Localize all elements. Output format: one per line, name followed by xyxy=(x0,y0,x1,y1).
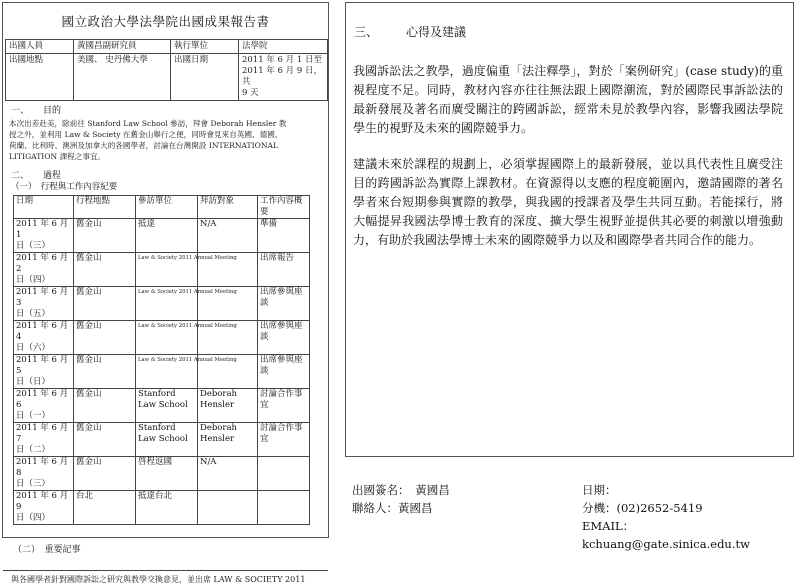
info-table xyxy=(5,39,328,101)
cell-unit-line: 抵達台北 xyxy=(138,491,173,501)
section-2-number: 二、 xyxy=(11,171,30,181)
section-1-number: 一、 xyxy=(11,106,30,116)
cell-date-line: 日（一） xyxy=(16,411,51,421)
cell-target-line: N/A xyxy=(200,219,217,229)
cell-unit xyxy=(136,491,198,525)
cell-date-line: 2011 年 6 月 9 xyxy=(16,491,69,512)
cell-target-line: N/A xyxy=(200,457,217,467)
cell-date xyxy=(14,355,74,389)
bottom-text: 與各國學者針對國際訴訟之研究與教學交換意見，並出席 LAW & SOCIETY 2011 xyxy=(11,575,306,584)
place-value: 美國、 史丹佛大學 xyxy=(74,54,171,101)
cell-target-line: Hensler xyxy=(200,434,235,444)
phone-extension: 分機：(02)2652-5419 xyxy=(582,501,703,515)
cell-place-line: 舊金山 xyxy=(76,457,102,467)
email-address: EMAIL：kchuang@gate.sinica.edu.tw xyxy=(582,519,750,551)
header-date: 日期 xyxy=(14,196,74,219)
section-2b-heading: （二） 重要記事 xyxy=(13,545,81,555)
cell-date-line: 2011 年 6 月 4 xyxy=(16,321,69,342)
footer-row-3 xyxy=(352,517,792,551)
cell-date xyxy=(14,287,74,321)
cell-work-line: 準備 xyxy=(260,219,278,229)
cell-place xyxy=(74,457,136,491)
cell-unit-line: 啓程返國 xyxy=(138,457,173,467)
cell-place-line: 舊金山 xyxy=(76,423,102,433)
cell-work-line: 出席參與座 xyxy=(260,287,303,297)
cell-place-line: 舊金山 xyxy=(76,389,102,399)
cell-date-line: 2011 年 6 月 1 xyxy=(16,219,69,240)
cell-place xyxy=(74,219,136,253)
cell-place xyxy=(74,287,136,321)
cell-date-line: 2011 年 6 月 5 xyxy=(16,355,69,376)
cell-work-line: 討論合作事 xyxy=(260,423,303,433)
cell-target-line: Deborah xyxy=(200,423,238,433)
cell-unit xyxy=(136,321,237,355)
cell-date-line: 2011 年 6 月 2 xyxy=(16,253,69,274)
person-label: 出國人員 xyxy=(6,40,74,54)
schedule-row xyxy=(14,457,310,491)
schedule-header-row xyxy=(14,196,310,219)
schedule-row xyxy=(14,287,310,321)
cell-date-line: 2011 年 6 月 6 xyxy=(16,389,69,410)
schedule-row xyxy=(14,253,310,287)
cell-place-line: 台北 xyxy=(76,491,94,501)
section-2-title: 過程 xyxy=(43,171,62,181)
cell-date-line: 2011 年 6 月 3 xyxy=(16,287,69,308)
cell-unit xyxy=(136,287,237,321)
cell-target xyxy=(198,457,258,491)
cell-unit xyxy=(136,423,198,457)
cell-date-line: 日（二） xyxy=(16,445,51,455)
header-unit: 參訪單位 xyxy=(136,196,198,219)
cell-work-line: 出席參與座 xyxy=(260,355,303,365)
section-3-heading xyxy=(354,23,793,40)
cell-work xyxy=(258,321,310,355)
schedule-row xyxy=(14,491,310,525)
cell-date xyxy=(14,219,74,253)
cell-target xyxy=(198,491,258,525)
section-1-line: LITIGATION 課程之事宜。 xyxy=(9,152,106,161)
cell-place-line: 舊金山 xyxy=(76,287,102,297)
cell-unit-line: Law & Society 2011 Annual Meeting xyxy=(138,289,237,295)
cell-place xyxy=(74,423,136,457)
cell-place xyxy=(74,253,136,287)
section-3-number: 三、 xyxy=(354,25,379,39)
cell-target-line: Hensler xyxy=(200,400,235,410)
cell-work-line: 討論合作事 xyxy=(260,389,303,399)
cell-work-line: 宜 xyxy=(260,434,269,444)
cell-date xyxy=(14,457,74,491)
cell-date-line: 日（六） xyxy=(16,343,51,353)
place-label: 出國地點 xyxy=(6,54,74,101)
person-value: 黃國昌副研究員 xyxy=(74,40,171,54)
cell-work xyxy=(258,253,310,287)
cell-date-line: 日（四） xyxy=(16,513,51,523)
report-page-right xyxy=(345,2,794,457)
header-place: 行程地點 xyxy=(74,196,136,219)
schedule-row xyxy=(14,423,310,457)
document-title: 國立政治大學法學院出國成果報告書 xyxy=(61,14,270,29)
cell-date xyxy=(14,491,74,525)
cell-target xyxy=(198,389,258,423)
cell-place xyxy=(74,491,136,525)
cell-place-line: 舊金山 xyxy=(76,355,102,365)
cell-work-line: 談 xyxy=(260,332,269,342)
cell-place xyxy=(74,389,136,423)
footer-row-1 xyxy=(352,481,792,499)
cell-unit-line: Law & Society 2011 Annual Meeting xyxy=(138,255,237,261)
cell-place-line: 舊金山 xyxy=(76,321,102,331)
section-1-text xyxy=(9,118,322,162)
cell-place-line: 舊金山 xyxy=(76,219,102,229)
divider xyxy=(3,570,328,571)
cell-unit-line: Stanford Law School xyxy=(138,423,188,444)
schedule-row xyxy=(14,355,310,389)
cell-date-line: 日（五） xyxy=(16,309,51,319)
cell-date-line: 2011 年 6 月 8 xyxy=(16,457,69,478)
cell-work-line: 談 xyxy=(260,366,269,376)
cell-unit-line: 抵達 xyxy=(138,219,156,229)
info-row-2 xyxy=(6,54,328,101)
cell-date-line: 2011 年 6 月 7 xyxy=(16,423,69,444)
cell-target xyxy=(198,219,258,253)
cell-unit-line: Law & Society 2011 Annual Meeting xyxy=(138,323,237,329)
cell-work xyxy=(258,389,310,423)
cell-date-line: 日（四） xyxy=(16,275,51,285)
date-value xyxy=(239,54,328,101)
cell-date-line: 日（三） xyxy=(16,241,51,251)
cell-unit xyxy=(136,457,198,491)
cell-work xyxy=(258,457,310,491)
cell-unit xyxy=(136,219,198,253)
cell-unit xyxy=(136,389,198,423)
header-work: 工作內容概要 xyxy=(258,196,310,219)
cell-work xyxy=(258,287,310,321)
footer-row-2 xyxy=(352,499,792,517)
date-label-footer: 日期： xyxy=(582,483,617,497)
cell-work-line: 出席參與座 xyxy=(260,321,303,331)
cell-place xyxy=(74,321,136,355)
header-target: 拜訪對象 xyxy=(198,196,258,219)
section-1-line: 授之外，並利用 Law & Society 在舊金山舉行之便，同時會見來自英國、德國、 xyxy=(9,130,283,139)
cell-target xyxy=(198,423,258,457)
cell-unit xyxy=(136,355,237,389)
section-1-heading xyxy=(11,105,328,117)
schedule-row xyxy=(14,389,310,423)
date-line-1: 2011 年 6 月 1 日至 xyxy=(242,55,322,65)
section-1-title: 目的 xyxy=(43,106,62,116)
schedule-row xyxy=(14,219,310,253)
section-3-paragraph-2: 建議未來於課程的規劃上，必須掌握國際上的最新發展，並以具代表性且廣受注目的跨國訴訟為實際上課教材。在資源得以支應的程度範圍內，邀請國際的著名學者來台短期參與實際的教學，與我國的授課者及學生共同互動。若能採行，將大幅提昇我國法學博士教育的深度、擴大學生視野並提供其必要的刺激以增強動力，有助於我國法學博士未來的國際競爭力以及和國際學者共同合作的能力。 xyxy=(353,157,783,247)
signature-footer xyxy=(352,481,792,551)
unit-value: 法學院 xyxy=(239,40,328,54)
section-1-line: 本次出差赴美，除前往 Stanford Law School 參訪，拜會 Deborah Hensler 教 xyxy=(9,119,287,128)
cell-unit xyxy=(136,253,237,287)
cell-date-line: 日（三） xyxy=(16,479,51,489)
cell-place-line: 舊金山 xyxy=(76,253,102,263)
schedule-table xyxy=(13,195,310,525)
contact-person: 聯絡人：黃國昌 xyxy=(352,501,433,515)
cell-work xyxy=(258,423,310,457)
section-1-line: 荷蘭、比利時、澳洲及加拿大的各國學者，討論在台灣開設 INTERNATIONAL xyxy=(9,141,278,150)
cell-work-line: 談 xyxy=(260,298,269,308)
cell-work xyxy=(258,491,310,525)
schedule-body xyxy=(14,219,310,525)
cell-place xyxy=(74,355,136,389)
cell-date xyxy=(14,253,74,287)
cell-work-line: 出席報告 xyxy=(260,253,295,263)
signature-label: 出國簽名： 黃國昌 xyxy=(352,483,450,497)
section-2-subheading: （一） 行程與工作內容紀要 xyxy=(11,182,118,192)
section-3-title: 心得及建議 xyxy=(406,25,467,39)
cell-date-line: 日（日） xyxy=(16,377,51,387)
cell-date xyxy=(14,423,74,457)
cell-target-line: Deborah xyxy=(200,389,238,399)
cell-date xyxy=(14,321,74,355)
date-line-3: 9 天 xyxy=(242,88,259,98)
report-page-left xyxy=(2,2,329,584)
date-label: 出國日期 xyxy=(171,54,239,101)
date-line-2: 2011 年 6 月 9 日，共 xyxy=(242,66,322,87)
section-2-heading xyxy=(11,170,328,182)
schedule-row xyxy=(14,321,310,355)
cell-unit-line: Law & Society 2011 Annual Meeting xyxy=(138,357,237,363)
section-3-paragraph-1: 我國訴訟法之教學，過度偏重「法注釋學」，對於「案例研究」(case study)的重視程度不足。同時，教材內容亦往往無法跟上國際潮流，對於國際民事訴訟法的最新發展及著名而廣受關注的跨國訴訟，經常未見於教學內容，影響我國法學院學生的視野及未來的國際競爭力。 xyxy=(353,64,783,135)
cell-unit-line: Stanford Law School xyxy=(138,389,188,410)
cell-date xyxy=(14,389,74,423)
cell-work xyxy=(258,219,310,253)
info-row-1 xyxy=(6,40,328,54)
unit-label: 執行單位 xyxy=(171,40,239,54)
cell-work xyxy=(258,355,310,389)
cell-work-line: 宜 xyxy=(260,400,269,410)
